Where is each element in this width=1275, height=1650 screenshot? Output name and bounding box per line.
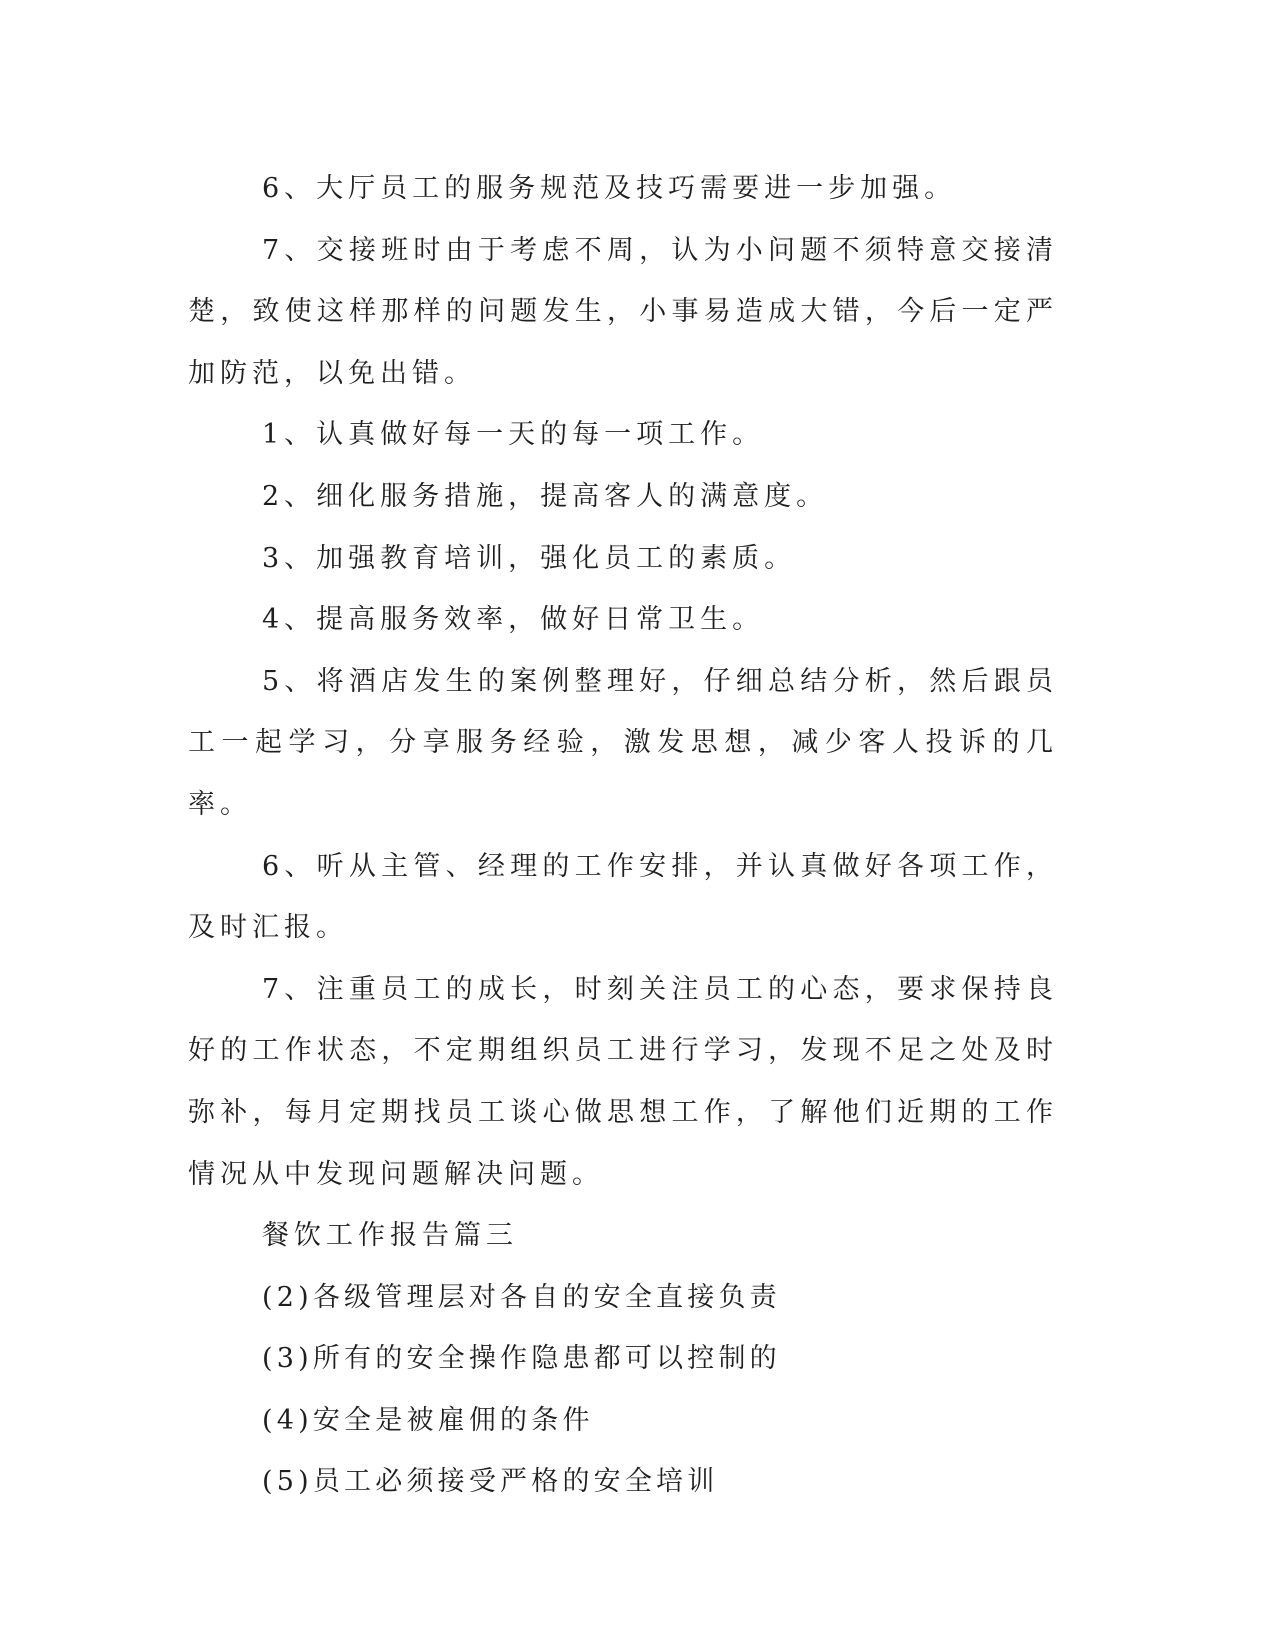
paragraph-hall-service: 6、大厅员工的服务规范及技巧需要进一步加强。 bbox=[262, 173, 957, 204]
paragraph-service-measures: 2、细化服务措施，提高客人的满意度。 bbox=[262, 480, 829, 512]
paragraph-training: 3、加强教育培训，强化员工的素质。 bbox=[262, 542, 797, 574]
safety-item-5: (5)员工必须接受严格的安全培训 bbox=[262, 1466, 719, 1498]
paragraph-shift-handover: 7、交接班时由于考虑不周，认为小问题不须特意交接清楚，致使这样那样的问题发生，小事易造成大错，今后一定严加防范，以免出错。 bbox=[188, 234, 1058, 389]
document-body bbox=[188, 158, 1058, 1513]
paragraph-daily-work: 1、认真做好每一天的每一项工作。 bbox=[262, 419, 765, 451]
paragraph-follow-management: 6、听从主管、经理的工作安排，并认真做好各项工作，及时汇报。 bbox=[188, 850, 1058, 944]
paragraph-staff-growth: 7、注重员工的成长，时刻关注员工的心态，要求保持良好的工作状态，不定期组织员工进行学习，发现不足之处及时弥补，每月定期找员工谈心做思想工作，了解他们近期的工作情况从中发现问题解决问题。 bbox=[188, 973, 1058, 1190]
safety-item-2: (2)各级管理层对各自的安全直接负责 bbox=[262, 1281, 781, 1313]
safety-item-4: (4)安全是被雇佣的条件 bbox=[262, 1404, 594, 1436]
section-title: 餐饮工作报告篇三 bbox=[262, 1220, 518, 1252]
paragraph-efficiency: 4、提高服务效率，做好日常卫生。 bbox=[262, 604, 765, 636]
paragraph-case-study: 5、将酒店发生的案例整理好，仔细总结分析，然后跟员工一起学习，分享服务经验，激发思想，减少客人投诉的几率。 bbox=[188, 665, 1058, 820]
safety-item-3: (3)所有的安全操作隐患都可以控制的 bbox=[262, 1343, 781, 1375]
